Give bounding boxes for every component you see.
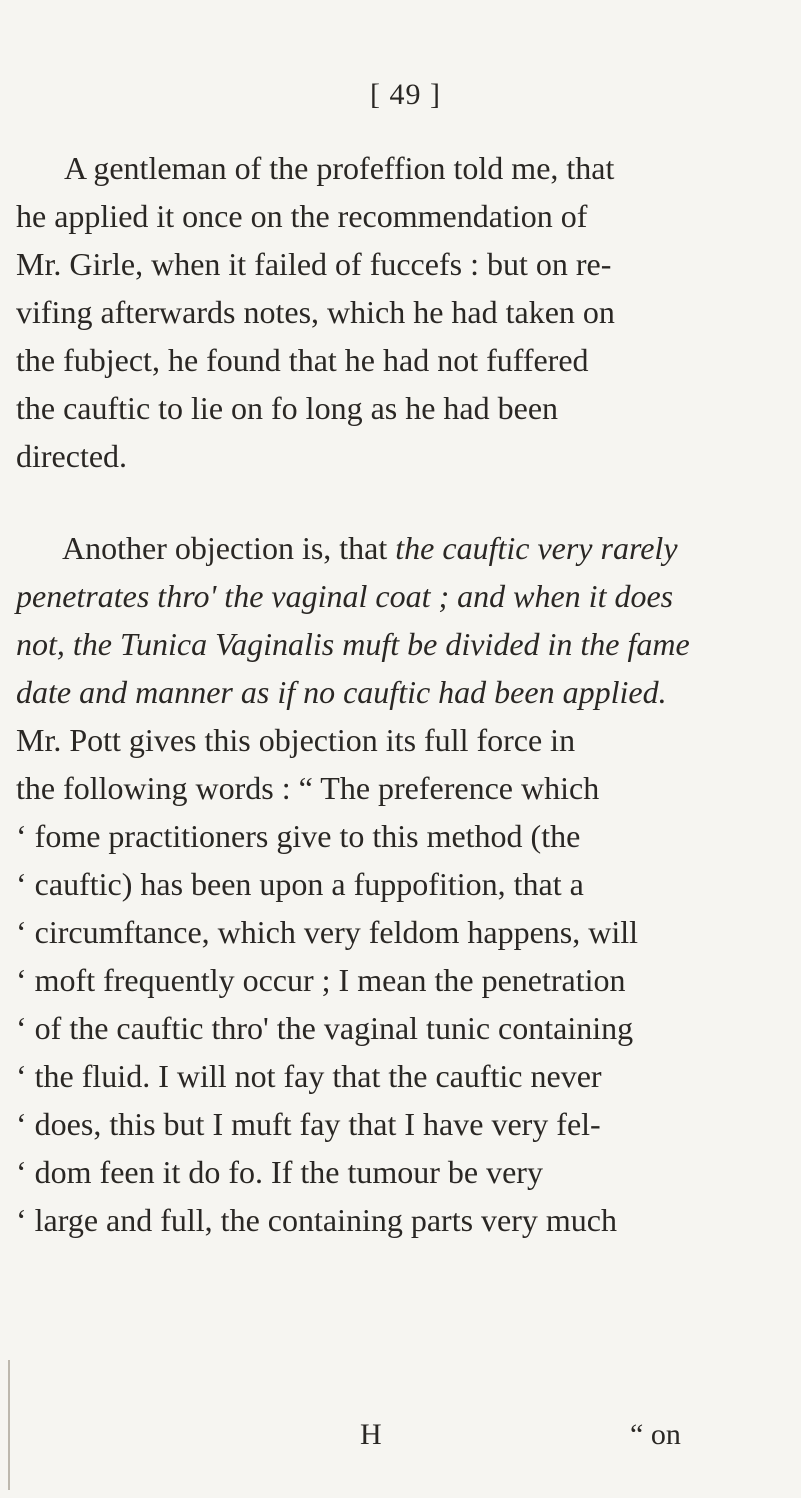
quote-line: ‘ moft frequently occur ; I mean the penetration xyxy=(16,962,626,998)
text-line-italic: not, the Tunica Vaginalis muft be divided in the fame xyxy=(16,626,690,662)
text-line xyxy=(62,528,678,568)
text-line-italic: date and manner as if no cauftic had been applied. xyxy=(16,674,667,710)
quote-line: ‘ dom feen it do fo. If the tumour be very xyxy=(16,1154,543,1190)
text-roman: Another objection is, that xyxy=(62,530,388,566)
catchword: “ on xyxy=(630,1418,681,1451)
quote-line: ‘ does, this but I muft fay that I have very fel- xyxy=(16,1106,601,1142)
text-line: Mr. Girle, when it failed of fuccefs : but on re- xyxy=(16,246,612,282)
text-line: Mr. Pott gives this objection its full force in xyxy=(16,722,576,758)
text-line-italic: penetrates thro' the vaginal coat ; and when it does xyxy=(16,578,674,614)
text-line: vifing afterwards notes, which he had taken on xyxy=(16,294,615,330)
text-line: the following words : “ The preference which xyxy=(16,770,600,806)
quote-line: ‘ cauftic) has been upon a fuppofition, that a xyxy=(16,866,584,902)
text-italic: the cauftic very rarely xyxy=(395,530,678,566)
page-edge-shadow xyxy=(8,1360,10,1490)
quote-line: ‘ large and full, the containing parts very much xyxy=(16,1202,617,1238)
text-line: A gentleman of the profeffion told me, that xyxy=(64,150,615,186)
quote-line: ‘ circumftance, which very feldom happens, will xyxy=(16,914,638,950)
text-line: the fubject, he found that he had not fuffered xyxy=(16,342,589,378)
page-number: [ 49 ] xyxy=(370,78,441,111)
text-line: he applied it once on the recommendation of xyxy=(16,198,588,234)
quote-line: ‘ the fluid. I will not fay that the cauftic never xyxy=(16,1058,602,1094)
quote-line: ‘ fome practitioners give to this method (the xyxy=(16,818,581,854)
quote-line: ‘ of the cauftic thro' the vaginal tunic containing xyxy=(16,1010,634,1046)
text-line: directed. xyxy=(16,438,128,474)
signature-mark: H xyxy=(360,1418,382,1451)
text-line: the cauftic to lie on fo long as he had been xyxy=(16,390,559,426)
